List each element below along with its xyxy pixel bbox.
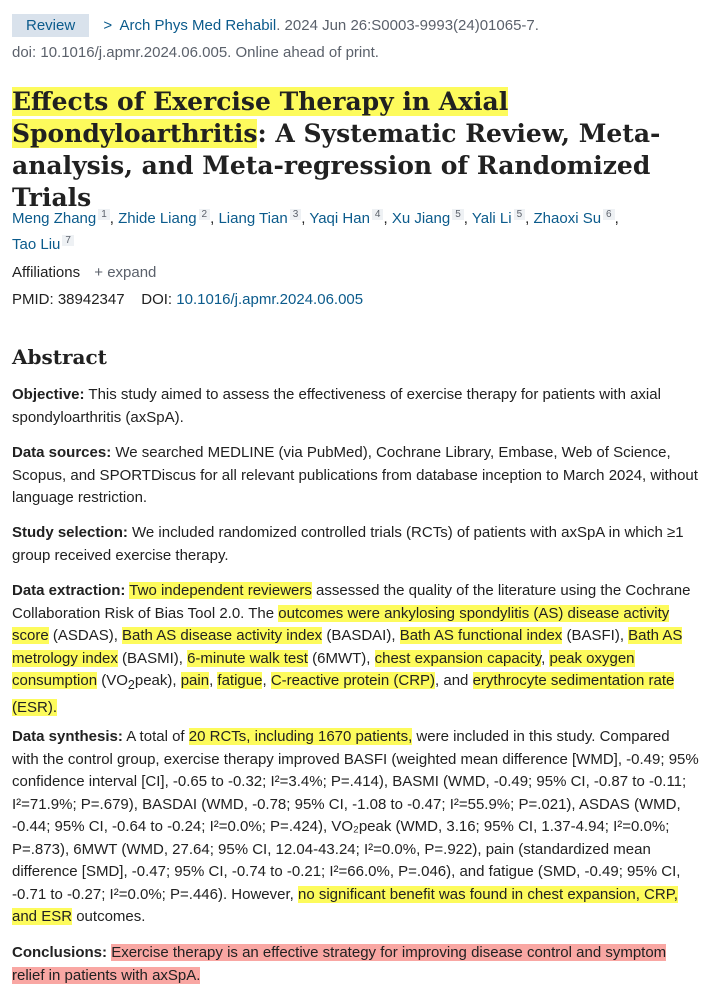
author-link[interactable]: Zhaoxi Su — [533, 210, 602, 227]
section-text: outcomes. — [72, 908, 146, 925]
section-text: assessed the quality of the literature using the Cochrane Collaboration Risk of Bias Tool 2.0. The — [12, 582, 691, 622]
abstract-heading: Abstract — [12, 345, 107, 369]
section-text: (BASMI), — [117, 649, 188, 667]
highlight: Bath AS metrology index — [12, 627, 683, 667]
section-text: (ASDAS), — [48, 627, 123, 644]
highlight: no significant benefit was found in chest expansion, CRP, and ESR — [12, 885, 678, 925]
author-link[interactable]: Meng Zhang — [12, 210, 97, 227]
highlight: 20 RCTs, including 1670 patients, — [188, 728, 413, 745]
journal-link[interactable]: Arch Phys Med Rehabil — [119, 17, 277, 34]
affiliation-ref[interactable]: 7 — [62, 235, 74, 246]
title-rest-1: : A Systematic Review, Meta- — [257, 119, 661, 148]
affiliation-ref[interactable]: 2 — [199, 209, 211, 220]
author-list: Meng Zhang $^1$ , Zhide Liang $^2$ , Liang Tian $^3$ , Yaqi Han $^4$ , Xu Jiang $^5$ , Yali Li $^5$ , Zhaoxi Su $^6$ , Tao Liu $^7$ — [12, 209, 619, 253]
section-text: This study aimed to assess the effectiveness of exercise therapy for patients with axial spondyloarthritis (axSpA). — [12, 386, 661, 426]
section-label: Conclusions: — [12, 944, 108, 961]
section-text: , — [262, 672, 271, 689]
highlight: chest expansion capacity — [374, 649, 542, 667]
author-link[interactable]: Yali Li — [471, 210, 512, 227]
abstract-study-selection — [12, 522, 700, 567]
affiliation-ref[interactable]: 3 — [290, 209, 302, 220]
subscript: 2 — [127, 678, 135, 692]
doi-line: doi: 10.1016/j.apmr.2024.06.005. Online ahead of print. — [12, 44, 379, 61]
abstract-data-sources — [12, 442, 700, 510]
highlight: 6-minute walk test — [187, 649, 308, 667]
author-link[interactable]: Yaqi Han — [309, 210, 370, 227]
section-text: (VO — [97, 672, 128, 689]
section-text: , — [541, 649, 550, 667]
chevron-right-icon: > — [103, 17, 113, 34]
highlight-red: Exercise therapy is an effective strategy for improving disease control and symptom relief in patients with axSpA. — [12, 944, 667, 984]
section-text: peak), — [134, 672, 181, 689]
author-link[interactable]: Liang Tian — [218, 210, 288, 227]
article-title — [12, 86, 702, 214]
title-highlight: Effects of Exercise Therapy in Axial — [12, 87, 509, 116]
section-label: Data sources: — [12, 444, 112, 461]
section-text: We searched MEDLINE (via PubMed), Cochrane Library, Embase, Web of Science, Scopus, and SPORTDiscus for all relevant publications from database inception to March 2024, without language restriction. — [12, 444, 698, 506]
highlight: peak oxygen consumption — [12, 649, 635, 689]
highlight: pain — [180, 672, 210, 689]
author-link[interactable]: Zhide Liang — [118, 210, 197, 227]
section-text: were included in this study. Compared with the control group, exercise therapy improved BASFI (weighted mean difference [WMD], -0.49; 95% confidence interval [CI], -0.65 to -0.32; I²=3.4%; P=.414), BASMI (WMD, -0.49; 95% CI, -0.87 to -0.11; I²=71.9%; P=.679), BASDAI (WMD, -0.78; 95% CI, -1.08 to -0.47; I²=55.9%; P=.021), ASDAS (WMD, -0.44; 95% CI, -0.64 to -0.24; I²=0.0%; P=.424), VO₂peak (WMD, 3.16; 95% CI, 1.37-4.94; I²=0.0%; P=.873), 6MWT (WMD, 27.64; 95% CI, 12.04-43.24; I²=0.0%, P=.922), pain (standardized mean difference [SMD], -0.47; 95% CI, -0.74 to -0.21; I²=66.0%, P=.046), and fatigue (SMD, -0.49; 95% CI, -0.71 to -0.27; I²=0.0%; P=.446). However, — [12, 728, 699, 903]
identifiers — [12, 291, 363, 308]
abstract-data-extraction — [12, 580, 700, 719]
highlight: Two independent reviewers — [129, 582, 312, 599]
citation-text: . 2024 Jun 26:S0003-9993(24)01065-7. — [276, 17, 539, 34]
highlight: outcomes were ankylosing spondylitis (AS) disease activity score — [12, 604, 670, 644]
pmid-label: PMID: — [12, 291, 54, 308]
affiliations-toggle[interactable] — [12, 264, 156, 281]
affiliation-ref[interactable]: 4 — [372, 209, 384, 220]
section-text: (BASFI), — [562, 627, 629, 644]
affiliations-label: Affiliations — [12, 264, 81, 281]
highlight: Bath AS functional index — [399, 627, 563, 644]
section-text: A total of — [122, 728, 189, 745]
affiliation-ref[interactable]: 5 — [452, 209, 464, 220]
expand-button[interactable]: + expand — [94, 264, 157, 281]
highlight: Bath AS disease activity index — [122, 627, 323, 644]
abstract-data-synthesis — [12, 726, 700, 929]
section-label: Study selection: — [12, 524, 128, 541]
highlight: erythrocyte sedimentation rate (ESR). — [12, 672, 675, 716]
affiliation-ref[interactable]: 1 — [98, 209, 110, 220]
section-label: Data extraction: — [12, 582, 126, 599]
pmid-value: 38942347 — [57, 291, 125, 308]
doi-link[interactable]: 10.1016/j.apmr.2024.06.005 — [176, 291, 364, 308]
author-link[interactable]: Tao Liu — [12, 236, 61, 253]
abstract-conclusions — [12, 942, 700, 987]
section-label: Data synthesis: — [12, 728, 123, 745]
section-text: , — [209, 672, 218, 689]
section-text: , and — [435, 672, 473, 689]
title-rest-2: analysis, and Meta-regression of Randomized Trials — [12, 151, 651, 212]
doi-label: DOI: — [141, 291, 173, 308]
review-badge[interactable]: Review — [12, 14, 89, 37]
highlight: fatigue — [217, 672, 263, 689]
section-text: (BASDAI), — [322, 627, 400, 644]
affiliation-ref[interactable]: 5 — [514, 209, 526, 220]
author-link[interactable]: Xu Jiang — [391, 210, 451, 227]
section-text: We included randomized controlled trials (RCTs) of patients with axSpA in which ≥1 group received exercise therapy. — [12, 524, 684, 564]
section-text: (6MWT), — [307, 649, 375, 667]
highlight: C-reactive protein (CRP) — [270, 672, 436, 689]
citation-row — [12, 14, 539, 37]
affiliation-ref[interactable]: 6 — [603, 209, 615, 220]
title-highlight-2: Spondyloarthritis — [12, 119, 258, 148]
section-label: Objective: — [12, 386, 85, 403]
abstract-objective — [12, 384, 700, 429]
